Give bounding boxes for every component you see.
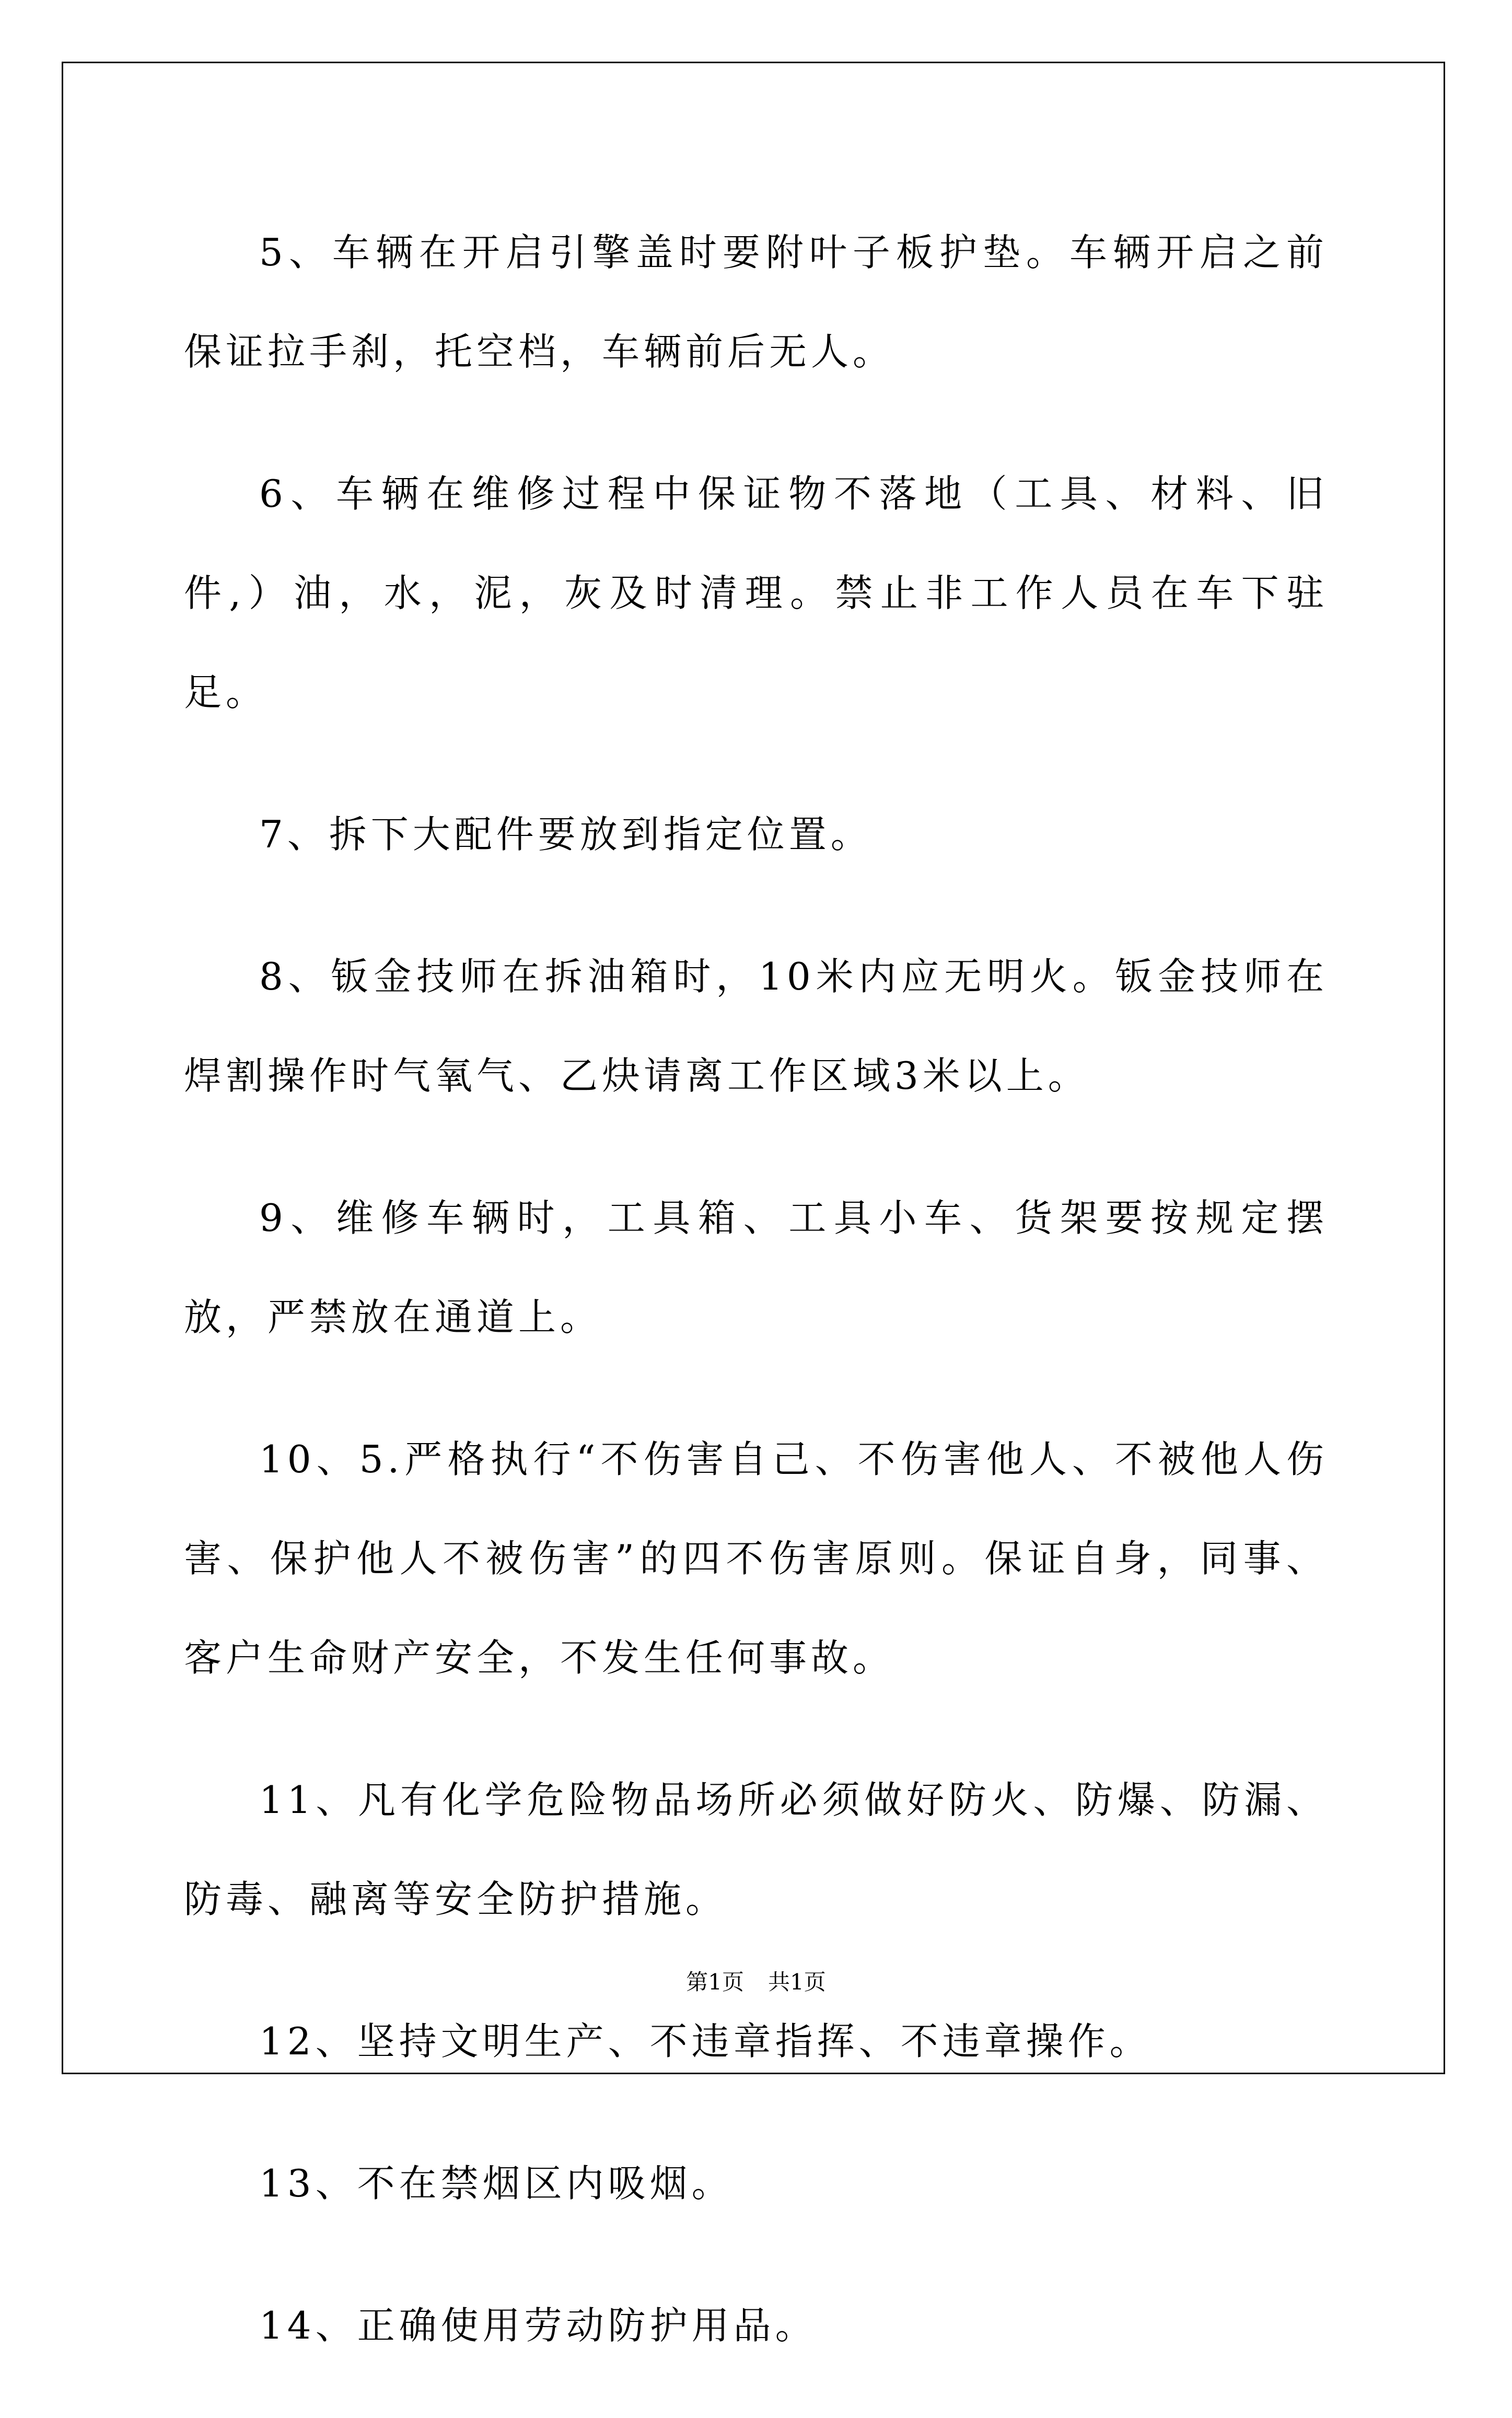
paragraph-11: 11、凡有化学危险物品场所必须做好防火、防爆、防漏、防毒、融离等安全防护措施。 [184,1778,1328,1921]
page-number: 第1页 [686,1969,744,1995]
page-total: 共1页 [768,1969,826,1995]
paragraph-7: 7、拆下大配件要放到指定位置。 [259,812,873,856]
paragraph-5: 5、车辆在开启引擎盖时要附叶子板护垫。车辆开启之前保证拉手刹，托空档，车辆前后无人。 [184,230,1328,374]
document-body [184,203,1328,2418]
paragraph-14: 14、正确使用劳动防护用品。 [259,2304,817,2347]
page-footer [0,1967,1512,1998]
paragraph-6: 6、车辆在维修过程中保证物不落地（工具、材料、旧件,）油，水，泥，灰及时清理。禁止非工作人员在车下驻足。 [184,472,1328,714]
paragraph-12: 12、坚持文明生产、不违章指挥、不违章操作。 [259,2019,1152,2063]
paragraph-8: 8、钣金技师在拆油箱时，10米内应无明火。钣金技师在焊割操作时气氧气、乙炔请离工作区域3米以上。 [184,955,1328,1098]
paragraph-13: 13、不在禁烟区内吸烟。 [259,2161,734,2205]
paragraph-10: 10、5.严格执行“不伤害自己、不伤害他人、不被他人伤害、保护他人不被伤害”的四不伤害原则。保证自身，同事、客户生命财产安全，不发生任何事故。 [184,1437,1328,1680]
paragraph-9: 9、维修车辆时，工具箱、工具小车、货架要按规定摆放，严禁放在通道上。 [184,1196,1328,1339]
